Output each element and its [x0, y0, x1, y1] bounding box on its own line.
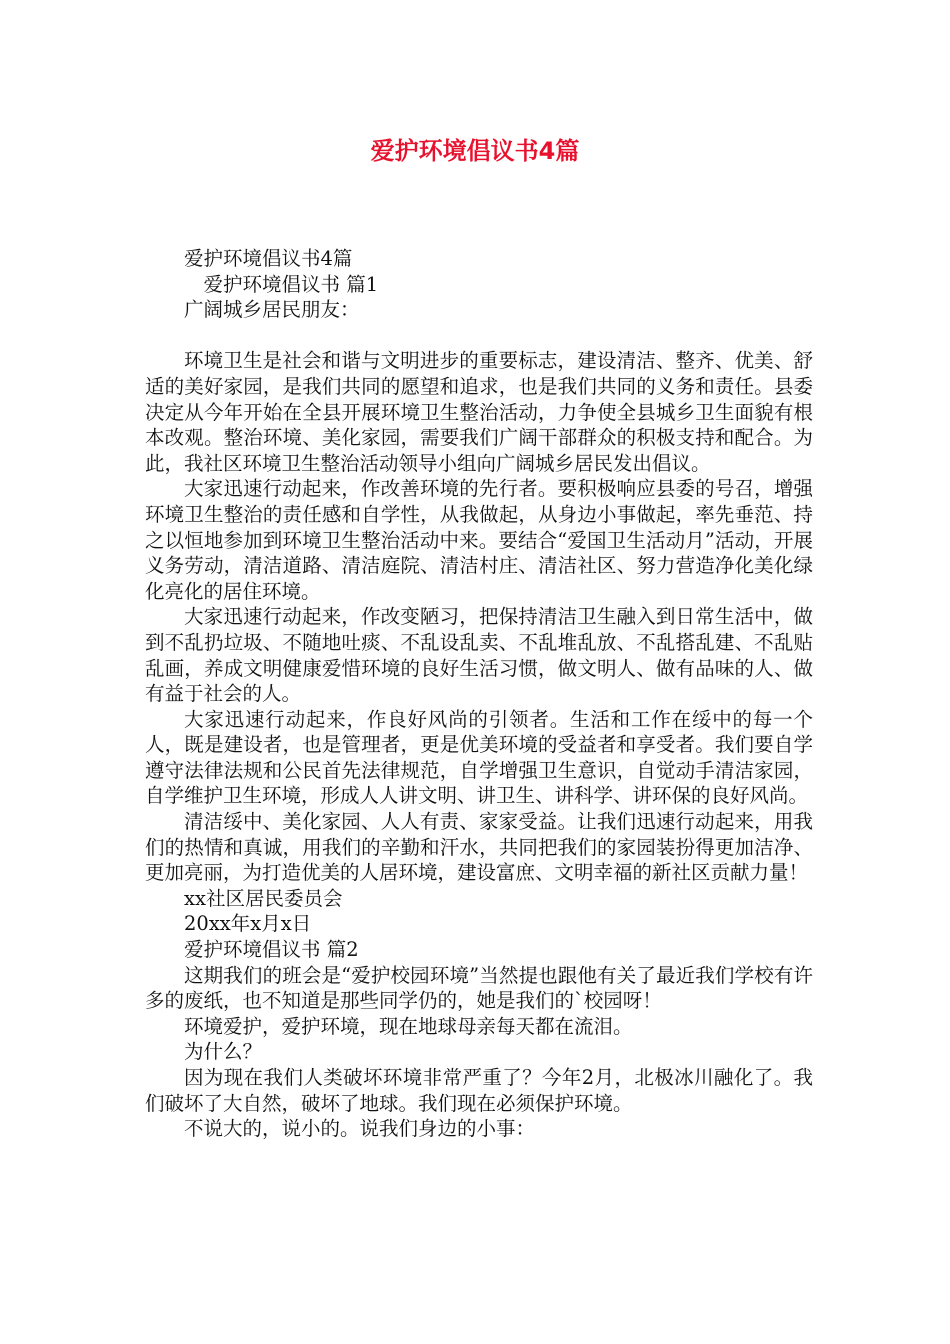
paragraph: 为什么？: [184, 1040, 263, 1064]
paragraph: 这期我们的班会是“爱护校园环境”当然提也跟他有关了最近我们学校有许多的废纸，也不知道是那些同学仍的，她是我们的`校园呀！: [145, 963, 813, 1013]
paragraph: 大家迅速行动起来，作改变陋习，把保持清洁卫生融入到日常生活中，做到不乱扔垃圾、不随地吐痰、不乱设乱卖、不乱堆乱放、不乱搭乱建、不乱贴乱画，养成文明健康爱惜环境的良好生活习惯，做文明人、做有品味的人、做有益于社会的人。: [145, 605, 813, 706]
paragraph: 清洁绥中、美化家园、人人有责、家家受益。让我们迅速行动起来，用我们的热情和真诚，用我们的辛勤和汗水，共同把我们的家园装扮得更加洁净、更加亮丽，为打造优美的人居环境，建设富庶、文明幸福的新社区贡献力量！: [145, 810, 813, 885]
document-body: [145, 246, 813, 1142]
paragraph: 因为现在我们人类破坏环境非常严重了？今年2月，北极冰川融化了。我们破坏了大自然，破坏了地球。我们现在必须保护环境。: [145, 1066, 813, 1115]
document-title: 爱护环境倡议书4篇: [370, 137, 580, 165]
signature-org: xx社区居民委员会: [184, 886, 343, 910]
body-heading: 爱护环境倡议书4篇: [184, 247, 353, 270]
paragraph: 环境卫生是社会和谐与文明进步的重要标志，建设清洁、整齐、优美、舒适的美好家园，是我们共同的愿望和追求，也是我们共同的义务和责任。县委决定从今年开始在全县开展环境卫生整治活动，力争使全县城乡卫生面貌有根本改观。整治环境、美化家园，需要我们广阔干部群众的积极支持和配合。为此，我社区环境卫生整治活动领导小组向广阔城乡居民发出倡议。: [145, 349, 813, 475]
section-heading-1: 爱护环境倡议书 篇1: [203, 272, 379, 296]
paragraph: 环境爱护，爱护环境，现在地球母亲每天都在流泪。: [184, 1014, 633, 1038]
paragraph: 大家迅速行动起来，作良好风尚的引领者。生活和工作在绥中的每一个人，既是建设者，也是管理者，更是优美环境的受益者和享受者。我们要自学遵守法律法规和公民首先法律规范，自学增强卫生意识，自觉动手清洁家园，自学维护卫生环境，形成人人讲文明、讲卫生、讲科学、讲环保的良好风尚。: [145, 707, 813, 808]
paragraph: 不说大的，说小的。说我们身边的小事：: [184, 1117, 536, 1141]
section-heading-2: 爱护环境倡议书 篇2: [184, 938, 359, 962]
paragraph: 大家迅速行动起来，作改善环境的先行者。要积极响应县委的号召，增强环境卫生整治的责任感和自学性，从我做起，从身边小事做起，率先垂范、持之以恒地参加到环境卫生整治活动中来。要结合“爱国卫生活动月”活动，开展义务劳动，清洁道路、清洁庭院、清洁村庄、清洁社区、努力营造净化美化绿化亮化的居住环境。: [145, 477, 813, 603]
signature-date: 20xx年x月x日: [184, 912, 312, 936]
salutation: 广阔城乡居民朋友：: [184, 298, 360, 322]
